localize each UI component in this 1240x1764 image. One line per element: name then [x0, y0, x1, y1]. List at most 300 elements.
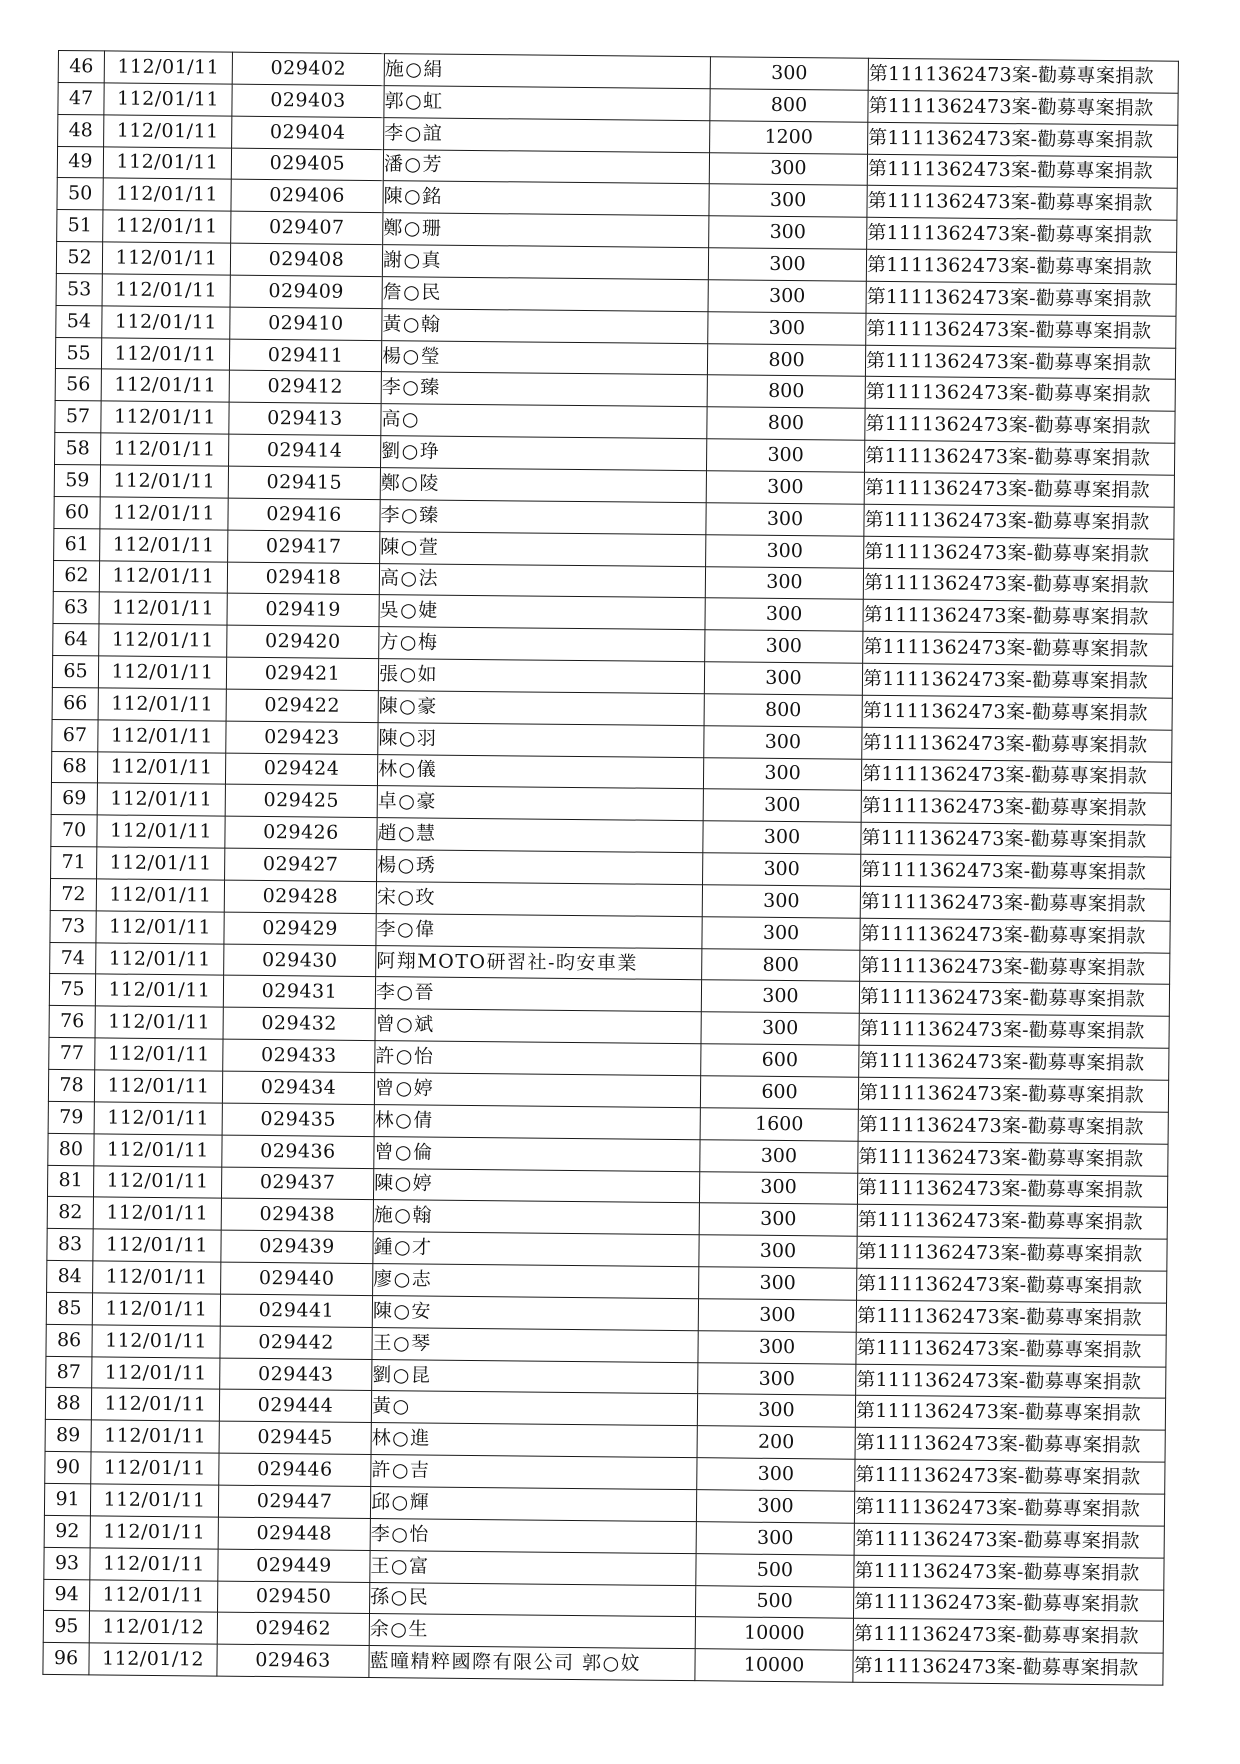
- receipt-number-cell: 029412: [229, 371, 381, 404]
- date-cell: 112/01/11: [96, 911, 224, 944]
- purpose-cell: 第1111362473案-勸募專案捐款: [868, 122, 1178, 157]
- amount-cell: 300: [703, 789, 861, 822]
- amount-cell: 600: [700, 1076, 858, 1109]
- purpose-cell: 第1111362473案-勸募專案捐款: [860, 918, 1170, 953]
- amount-cell: 1200: [710, 120, 868, 153]
- donor-name-cell: 李○晉: [375, 977, 701, 1012]
- date-cell: 112/01/11: [93, 1197, 221, 1230]
- donor-name-cell: 謝○真: [382, 245, 708, 280]
- date-cell: 112/01/11: [94, 1070, 222, 1103]
- date-cell: 112/01/11: [99, 560, 227, 593]
- receipt-number-cell: 029404: [232, 116, 384, 149]
- purpose-cell: 第1111362473案-勸募專案捐款: [853, 1619, 1163, 1654]
- row-number-cell: 87: [46, 1356, 92, 1388]
- purpose-cell: 第1111362473案-勸募專案捐款: [864, 536, 1174, 571]
- donor-name-cell: 張○如: [378, 659, 704, 694]
- row-number-cell: 65: [52, 655, 98, 687]
- donor-name-cell: 黃○翰: [382, 308, 708, 343]
- donor-name-cell: 林○進: [371, 1423, 697, 1458]
- purpose-cell: 第1111362473案-勸募專案捐款: [866, 281, 1176, 316]
- date-cell: 112/01/11: [97, 783, 225, 816]
- receipt-number-cell: 029426: [225, 816, 377, 849]
- receipt-number-cell: 029418: [227, 562, 379, 595]
- receipt-number-cell: 029446: [219, 1453, 371, 1486]
- row-number-cell: 69: [51, 783, 97, 815]
- purpose-cell: 第1111362473案-勸募專案捐款: [859, 1014, 1169, 1049]
- purpose-cell: 第1111362473案-勸募專案捐款: [865, 345, 1175, 380]
- donor-name-cell: 施○絹: [384, 54, 710, 89]
- purpose-cell: 第1111362473案-勸募專案捐款: [865, 409, 1175, 444]
- purpose-cell: 第1111362473案-勸募專案捐款: [859, 1045, 1169, 1080]
- amount-cell: 300: [704, 725, 862, 758]
- row-number-cell: 54: [56, 305, 102, 337]
- donor-name-cell: 楊○琇: [377, 850, 703, 885]
- amount-cell: 300: [702, 916, 860, 949]
- amount-cell: 300: [697, 1458, 855, 1491]
- receipt-number-cell: 029428: [224, 880, 376, 913]
- receipt-number-cell: 029423: [226, 721, 378, 754]
- date-cell: 112/01/11: [103, 210, 231, 243]
- receipt-number-cell: 029439: [221, 1230, 373, 1263]
- date-cell: 112/01/11: [104, 115, 232, 148]
- receipt-number-cell: 029407: [231, 211, 383, 244]
- purpose-cell: 第1111362473案-勸募專案捐款: [856, 1364, 1166, 1399]
- purpose-cell: 第1111362473案-勸募專案捐款: [860, 950, 1170, 985]
- purpose-cell: 第1111362473案-勸募專案捐款: [855, 1427, 1165, 1462]
- date-cell: 112/01/11: [100, 465, 228, 498]
- amount-cell: 800: [702, 948, 860, 981]
- receipt-number-cell: 029402: [232, 52, 384, 85]
- receipt-number-cell: 029436: [222, 1135, 374, 1168]
- row-number-cell: 72: [50, 878, 96, 910]
- row-number-cell: 74: [50, 942, 96, 974]
- date-cell: 112/01/11: [100, 529, 228, 562]
- receipt-number-cell: 029430: [224, 944, 376, 977]
- donor-name-cell: 藍曈精粹國際有限公司 郭○妏: [369, 1646, 695, 1681]
- receipt-number-cell: 029444: [219, 1390, 371, 1423]
- date-cell: 112/01/11: [98, 656, 226, 689]
- receipt-number-cell: 029431: [223, 976, 375, 1009]
- donor-name-cell: 黃○: [371, 1391, 697, 1426]
- purpose-cell: 第1111362473案-勸募專案捐款: [860, 886, 1170, 921]
- purpose-cell: 第1111362473案-勸募專案捐款: [858, 1077, 1168, 1112]
- row-number-cell: 95: [43, 1611, 89, 1643]
- date-cell: 112/01/11: [101, 338, 229, 371]
- date-cell: 112/01/11: [101, 401, 229, 434]
- date-cell: 112/01/11: [104, 83, 232, 116]
- amount-cell: 300: [698, 1362, 856, 1395]
- purpose-cell: 第1111362473案-勸募專案捐款: [857, 1205, 1167, 1240]
- receipt-number-cell: 029462: [217, 1612, 369, 1645]
- row-number-cell: 84: [47, 1260, 93, 1292]
- date-cell: 112/01/11: [91, 1452, 219, 1485]
- amount-cell: 800: [710, 89, 868, 122]
- amount-cell: 300: [708, 311, 866, 344]
- amount-cell: 300: [696, 1521, 854, 1554]
- amount-cell: 600: [701, 1044, 859, 1077]
- purpose-cell: 第1111362473案-勸募專案捐款: [864, 440, 1174, 475]
- date-cell: 112/01/11: [98, 688, 226, 721]
- date-cell: 112/01/11: [95, 1038, 223, 1071]
- row-number-cell: 67: [52, 719, 98, 751]
- receipt-number-cell: 029442: [220, 1326, 372, 1359]
- amount-cell: 800: [704, 694, 862, 727]
- purpose-cell: 第1111362473案-勸募專案捐款: [855, 1396, 1165, 1431]
- row-number-cell: 48: [58, 114, 104, 146]
- amount-cell: 300: [696, 1490, 854, 1523]
- row-number-cell: 85: [46, 1292, 92, 1324]
- purpose-cell: 第1111362473案-勸募專案捐款: [867, 154, 1177, 189]
- date-cell: 112/01/11: [102, 274, 230, 307]
- amount-cell: 800: [707, 343, 865, 376]
- date-cell: 112/01/11: [102, 306, 230, 339]
- receipt-number-cell: 029424: [225, 753, 377, 786]
- purpose-cell: 第1111362473案-勸募專案捐款: [861, 822, 1171, 857]
- amount-cell: 300: [699, 1267, 857, 1300]
- purpose-cell: 第1111362473案-勸募專案捐款: [862, 663, 1172, 698]
- date-cell: 112/01/11: [90, 1579, 218, 1612]
- receipt-number-cell: 029421: [226, 657, 378, 690]
- donor-name-cell: 高○: [381, 404, 707, 439]
- date-cell: 112/01/11: [92, 1325, 220, 1358]
- donor-name-cell: 曾○倫: [374, 1136, 700, 1171]
- amount-cell: 300: [699, 1203, 857, 1236]
- row-number-cell: 75: [49, 974, 95, 1006]
- donor-name-cell: 孫○民: [370, 1582, 696, 1617]
- purpose-cell: 第1111362473案-勸募專案捐款: [862, 695, 1172, 730]
- row-number-cell: 89: [45, 1420, 91, 1452]
- amount-cell: 300: [709, 184, 867, 217]
- row-number-cell: 50: [57, 178, 103, 210]
- amount-cell: 300: [708, 280, 866, 313]
- donor-name-cell: 劉○琤: [381, 436, 707, 471]
- receipt-number-cell: 029413: [229, 402, 381, 435]
- date-cell: 112/01/11: [96, 879, 224, 912]
- donation-ledger-table: [42, 50, 1179, 1686]
- date-cell: 112/01/11: [99, 624, 227, 657]
- date-cell: 112/01/11: [90, 1484, 218, 1517]
- row-number-cell: 47: [58, 82, 104, 114]
- donor-name-cell: 陳○萱: [380, 531, 706, 566]
- amount-cell: 300: [698, 1299, 856, 1332]
- donor-name-cell: 潘○芳: [383, 149, 709, 184]
- purpose-cell: 第1111362473案-勸募專案捐款: [868, 58, 1178, 93]
- amount-cell: 300: [705, 630, 863, 663]
- purpose-cell: 第1111362473案-勸募專案捐款: [864, 504, 1174, 539]
- purpose-cell: 第1111362473案-勸募專案捐款: [854, 1523, 1164, 1558]
- date-cell: 112/01/11: [97, 815, 225, 848]
- donor-name-cell: 許○吉: [371, 1455, 697, 1490]
- amount-cell: 300: [701, 1012, 859, 1045]
- donor-name-cell: 吳○婕: [379, 595, 705, 630]
- date-cell: 112/01/11: [91, 1388, 219, 1421]
- donor-name-cell: 陳○婷: [373, 1168, 699, 1203]
- row-number-cell: 90: [45, 1452, 91, 1484]
- receipt-number-cell: 029441: [220, 1294, 372, 1327]
- row-number-cell: 78: [48, 1069, 94, 1101]
- donor-name-cell: 阿翔MOTO研習社-昀安車業: [376, 945, 702, 980]
- row-number-cell: 52: [56, 242, 102, 274]
- donor-name-cell: 王○富: [370, 1550, 696, 1585]
- purpose-cell: 第1111362473案-勸募專案捐款: [858, 1109, 1168, 1144]
- row-number-cell: 70: [51, 815, 97, 847]
- purpose-cell: 第1111362473案-勸募專案捐款: [867, 217, 1177, 252]
- purpose-cell: 第1111362473案-勸募專案捐款: [857, 1236, 1167, 1271]
- donor-name-cell: 陳○安: [372, 1295, 698, 1330]
- row-number-cell: 51: [57, 210, 103, 242]
- row-number-cell: 68: [51, 751, 97, 783]
- receipt-number-cell: 029417: [228, 530, 380, 563]
- amount-cell: 300: [706, 503, 864, 536]
- receipt-number-cell: 029448: [218, 1517, 370, 1550]
- donor-name-cell: 李○怡: [370, 1518, 696, 1553]
- date-cell: 112/01/11: [100, 497, 228, 530]
- amount-cell: 300: [706, 471, 864, 504]
- purpose-cell: 第1111362473案-勸募專案捐款: [863, 631, 1173, 666]
- date-cell: 112/01/11: [92, 1356, 220, 1389]
- date-cell: 112/01/11: [97, 751, 225, 784]
- amount-cell: 300: [710, 57, 868, 90]
- date-cell: 112/01/11: [94, 1102, 222, 1135]
- purpose-cell: 第1111362473案-勸募專案捐款: [864, 472, 1174, 507]
- row-number-cell: 49: [57, 146, 103, 178]
- donor-name-cell: 李○偉: [376, 913, 702, 948]
- donor-name-cell: 詹○民: [382, 277, 708, 312]
- purpose-cell: 第1111362473案-勸募專案捐款: [863, 600, 1173, 635]
- receipt-number-cell: 029410: [230, 307, 382, 340]
- purpose-cell: 第1111362473案-勸募專案捐款: [853, 1587, 1163, 1622]
- donor-name-cell: 余○生: [369, 1614, 695, 1649]
- purpose-cell: 第1111362473案-勸募專案捐款: [856, 1300, 1166, 1335]
- amount-cell: 300: [703, 853, 861, 886]
- receipt-number-cell: 029422: [226, 689, 378, 722]
- donor-name-cell: 李○臻: [380, 499, 706, 534]
- receipt-number-cell: 029416: [228, 498, 380, 531]
- row-number-cell: 71: [51, 847, 97, 879]
- amount-cell: 300: [697, 1394, 855, 1427]
- receipt-number-cell: 029438: [221, 1198, 373, 1231]
- receipt-number-cell: 029406: [231, 180, 383, 213]
- donor-name-cell: 劉○昆: [372, 1359, 698, 1394]
- row-number-cell: 83: [47, 1229, 93, 1261]
- purpose-cell: 第1111362473案-勸募專案捐款: [857, 1173, 1167, 1208]
- receipt-number-cell: 029429: [224, 912, 376, 945]
- receipt-number-cell: 029434: [222, 1071, 374, 1104]
- row-number-cell: 94: [44, 1579, 90, 1611]
- donor-name-cell: 宋○玫: [376, 882, 702, 917]
- date-cell: 112/01/11: [102, 242, 230, 275]
- row-number-cell: 77: [49, 1038, 95, 1070]
- row-number-cell: 96: [43, 1643, 89, 1675]
- amount-cell: 300: [705, 566, 863, 599]
- amount-cell: 300: [709, 152, 867, 185]
- donor-name-cell: 林○倩: [374, 1104, 700, 1139]
- amount-cell: 300: [699, 1171, 857, 1204]
- ledger-body: [43, 50, 1179, 1685]
- purpose-cell: 第1111362473案-勸募專案捐款: [867, 186, 1177, 221]
- row-number-cell: 86: [46, 1324, 92, 1356]
- purpose-cell: 第1111362473案-勸募專案捐款: [854, 1491, 1164, 1526]
- donor-name-cell: 施○翰: [373, 1200, 699, 1235]
- row-number-cell: 62: [53, 560, 99, 592]
- receipt-number-cell: 029433: [223, 1039, 375, 1072]
- purpose-cell: 第1111362473案-勸募專案捐款: [858, 1141, 1168, 1176]
- purpose-cell: 第1111362473案-勸募專案捐款: [857, 1268, 1167, 1303]
- receipt-number-cell: 029435: [222, 1103, 374, 1136]
- amount-cell: 300: [701, 980, 859, 1013]
- date-cell: 112/01/11: [92, 1293, 220, 1326]
- date-cell: 112/01/11: [96, 943, 224, 976]
- purpose-cell: 第1111362473案-勸募專案捐款: [859, 982, 1169, 1017]
- row-number-cell: 57: [55, 401, 101, 433]
- receipt-number-cell: 029411: [229, 339, 381, 372]
- row-number-cell: 61: [54, 528, 100, 560]
- amount-cell: 800: [707, 407, 865, 440]
- date-cell: 112/01/11: [103, 146, 231, 179]
- donor-name-cell: 趙○慧: [377, 818, 703, 853]
- date-cell: 112/01/11: [95, 974, 223, 1007]
- donor-name-cell: 郭○虹: [384, 85, 710, 120]
- receipt-number-cell: 029437: [221, 1167, 373, 1200]
- date-cell: 112/01/11: [104, 51, 232, 84]
- row-number-cell: 91: [44, 1483, 90, 1515]
- purpose-cell: 第1111362473案-勸募專案捐款: [853, 1650, 1163, 1685]
- amount-cell: 10000: [695, 1617, 853, 1650]
- amount-cell: 300: [703, 757, 861, 790]
- date-cell: 112/01/11: [90, 1516, 218, 1549]
- row-number-cell: 76: [49, 1006, 95, 1038]
- date-cell: 112/01/11: [95, 1006, 223, 1039]
- row-number-cell: 93: [44, 1547, 90, 1579]
- amount-cell: 1600: [700, 1108, 858, 1141]
- row-number-cell: 73: [50, 910, 96, 942]
- purpose-cell: 第1111362473案-勸募專案捐款: [856, 1332, 1166, 1367]
- receipt-number-cell: 029405: [231, 148, 383, 181]
- receipt-number-cell: 029425: [225, 785, 377, 818]
- receipt-number-cell: 029420: [227, 625, 379, 658]
- amount-cell: 500: [695, 1585, 853, 1618]
- amount-cell: 300: [706, 534, 864, 567]
- row-number-cell: 79: [48, 1101, 94, 1133]
- row-number-cell: 58: [55, 433, 101, 465]
- amount-cell: 200: [697, 1426, 855, 1459]
- amount-cell: 300: [698, 1330, 856, 1363]
- donor-name-cell: 曾○婷: [374, 1073, 700, 1108]
- receipt-number-cell: 029463: [217, 1644, 369, 1677]
- receipt-number-cell: 029443: [220, 1358, 372, 1391]
- receipt-number-cell: 029447: [218, 1485, 370, 1518]
- date-cell: 112/01/11: [93, 1261, 221, 1294]
- purpose-cell: 第1111362473案-勸募專案捐款: [862, 727, 1172, 762]
- date-cell: 112/01/11: [93, 1165, 221, 1198]
- donor-name-cell: 李○臻: [381, 372, 707, 407]
- date-cell: 112/01/11: [90, 1548, 218, 1581]
- row-number-cell: 92: [44, 1515, 90, 1547]
- receipt-number-cell: 029450: [218, 1581, 370, 1614]
- donor-name-cell: 許○怡: [375, 1041, 701, 1076]
- amount-cell: 300: [708, 248, 866, 281]
- receipt-number-cell: 029409: [230, 275, 382, 308]
- donor-name-cell: 高○法: [379, 563, 705, 598]
- receipt-number-cell: 029419: [227, 593, 379, 626]
- purpose-cell: 第1111362473案-勸募專案捐款: [866, 313, 1176, 348]
- row-number-cell: 80: [48, 1133, 94, 1165]
- row-number-cell: 55: [55, 337, 101, 369]
- purpose-cell: 第1111362473案-勸募專案捐款: [861, 854, 1171, 889]
- donor-name-cell: 鄭○陵: [380, 468, 706, 503]
- amount-cell: 300: [702, 885, 860, 918]
- row-number-cell: 81: [47, 1165, 93, 1197]
- amount-cell: 300: [700, 1139, 858, 1172]
- purpose-cell: 第1111362473案-勸募專案捐款: [854, 1555, 1164, 1590]
- amount-cell: 500: [696, 1553, 854, 1586]
- row-number-cell: 66: [52, 687, 98, 719]
- purpose-cell: 第1111362473案-勸募專案捐款: [855, 1459, 1165, 1494]
- amount-cell: 300: [705, 598, 863, 631]
- row-number-cell: 60: [54, 496, 100, 528]
- donor-name-cell: 陳○羽: [378, 722, 704, 757]
- date-cell: 112/01/11: [97, 847, 225, 880]
- amount-cell: 800: [707, 375, 865, 408]
- receipt-number-cell: 029415: [228, 466, 380, 499]
- date-cell: 112/01/11: [94, 1134, 222, 1167]
- date-cell: 112/01/11: [99, 592, 227, 625]
- purpose-cell: 第1111362473案-勸募專案捐款: [868, 90, 1178, 125]
- row-number-cell: 53: [56, 273, 102, 305]
- amount-cell: 300: [709, 216, 867, 249]
- row-number-cell: 56: [55, 369, 101, 401]
- receipt-number-cell: 029403: [232, 84, 384, 117]
- receipt-number-cell: 029440: [221, 1262, 373, 1295]
- purpose-cell: 第1111362473案-勸募專案捐款: [861, 759, 1171, 794]
- purpose-cell: 第1111362473案-勸募專案捐款: [866, 249, 1176, 284]
- receipt-number-cell: 029414: [229, 434, 381, 467]
- purpose-cell: 第1111362473案-勸募專案捐款: [863, 568, 1173, 603]
- amount-cell: 300: [703, 821, 861, 854]
- donor-name-cell: 林○儀: [377, 754, 703, 789]
- date-cell: 112/01/11: [103, 178, 231, 211]
- donor-name-cell: 陳○豪: [378, 690, 704, 725]
- donor-name-cell: 邱○輝: [370, 1487, 696, 1522]
- amount-cell: 300: [699, 1235, 857, 1268]
- receipt-number-cell: 029445: [219, 1421, 371, 1454]
- donor-name-cell: 曾○斌: [375, 1009, 701, 1044]
- donor-name-cell: 王○琴: [372, 1327, 698, 1362]
- row-number-cell: 82: [47, 1197, 93, 1229]
- donor-name-cell: 楊○瑩: [381, 340, 707, 375]
- row-number-cell: 64: [53, 624, 99, 656]
- purpose-cell: 第1111362473案-勸募專案捐款: [861, 791, 1171, 826]
- donor-name-cell: 廖○志: [373, 1264, 699, 1299]
- donor-name-cell: 方○梅: [379, 627, 705, 662]
- amount-cell: 300: [704, 662, 862, 695]
- date-cell: 112/01/11: [101, 433, 229, 466]
- row-number-cell: 88: [45, 1388, 91, 1420]
- date-cell: 112/01/12: [89, 1643, 217, 1676]
- date-cell: 112/01/11: [91, 1420, 219, 1453]
- receipt-number-cell: 029449: [218, 1549, 370, 1582]
- date-cell: 112/01/12: [89, 1611, 217, 1644]
- date-cell: 112/01/11: [101, 369, 229, 402]
- donor-name-cell: 李○誼: [384, 117, 710, 152]
- purpose-cell: 第1111362473案-勸募專案捐款: [865, 377, 1175, 412]
- date-cell: 112/01/11: [98, 720, 226, 753]
- amount-cell: 300: [706, 439, 864, 472]
- amount-cell: 10000: [695, 1649, 853, 1682]
- donor-name-cell: 卓○豪: [377, 786, 703, 821]
- row-number-cell: 59: [54, 464, 100, 496]
- date-cell: 112/01/11: [93, 1229, 221, 1262]
